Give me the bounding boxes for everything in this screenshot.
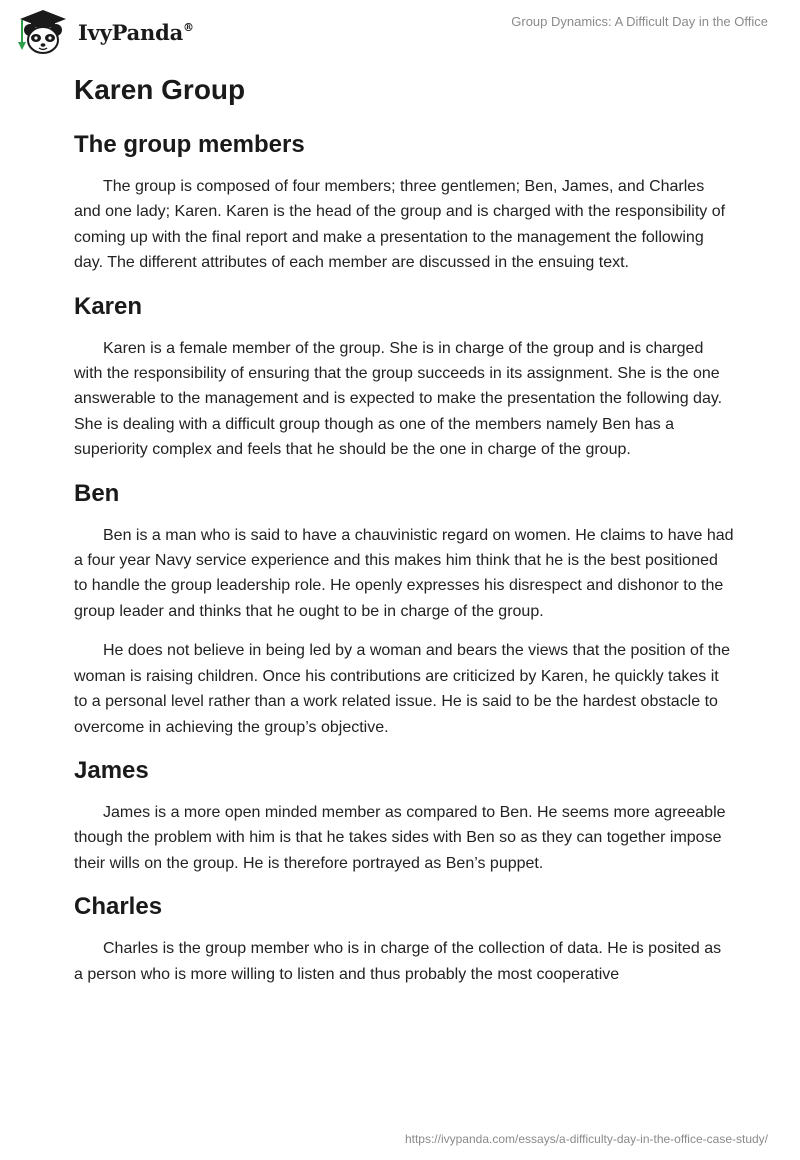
- section-heading: James: [74, 756, 149, 784]
- panda-graduation-cap-icon: [14, 8, 72, 56]
- paragraph: The group is composed of four members; three gentlemen; Ben, James, and Charles and one lady; Karen. Karen is the head of the group and is charged with the responsibility of coming up with the final report and make a presentation to the management the following day. The different attributes of each member are discussed in the ensuing text.: [74, 178, 726, 272]
- brand-name: IvyPanda®: [78, 19, 194, 45]
- paragraph: James is a more open minded member as compared to Ben. He seems more agreeable though the problem with him is that he takes sides with Ben so as they can together impose their wills on the group. He is therefore portrayed as Ben’s puppet.: [74, 803, 726, 872]
- paragraph: Ben is a man who is said to have a chauvinistic regard on women. He claims to have had a four year Navy service experience and this makes him think that he is the best positioned to handle the group leadership role. He openly expresses his disrespect and dishonor to the group leader and thinks that he ought to be in charge of the group.: [74, 526, 734, 620]
- section-charles: [74, 890, 734, 987]
- section-james: [74, 754, 734, 876]
- paragraph: He does not believe in being led by a woman and bears the views that the position of the woman is raising children. Once his contributions are criticized by Karen, he quickly takes it to a personal level rather than a work related issue. He is said to be the hardest obstacle to overcome in achieving the group’s objective.: [74, 642, 731, 736]
- article-content: [74, 70, 734, 1001]
- section-group-members: [74, 128, 734, 276]
- page-title: Karen Group: [74, 74, 246, 105]
- document-title: Group Dynamics: A Difficult Day in the Office: [511, 14, 768, 29]
- section-heading: The group members: [74, 131, 305, 158]
- section-heading: Charles: [74, 893, 163, 921]
- ivypanda-logo[interactable]: [14, 8, 194, 56]
- source-url[interactable]: https://ivypanda.com/essays/a-difficulty-day-in-the-office-case-study/: [404, 1132, 768, 1146]
- section-heading: Karen: [74, 292, 143, 320]
- paragraph: Charles is the group member who is in charge of the collection of data. He is posited as a person who is more willing to listen and thus probably the most cooperative: [74, 940, 722, 983]
- section-karen: [74, 290, 734, 463]
- paragraph: Karen is a female member of the group. She is in charge of the group and is charged with the responsibility of ensuring that the group succeeds in its assignment. She is the one answerable to the management and is expected to make the presentation the following day. She is dealing with a difficult group though as one of the members namely Ben has a superiority complex and feels that he should be the one in charge of the group.: [74, 339, 723, 459]
- page-header: [0, 0, 800, 60]
- section-heading: Ben: [74, 479, 120, 507]
- section-ben: [74, 477, 734, 740]
